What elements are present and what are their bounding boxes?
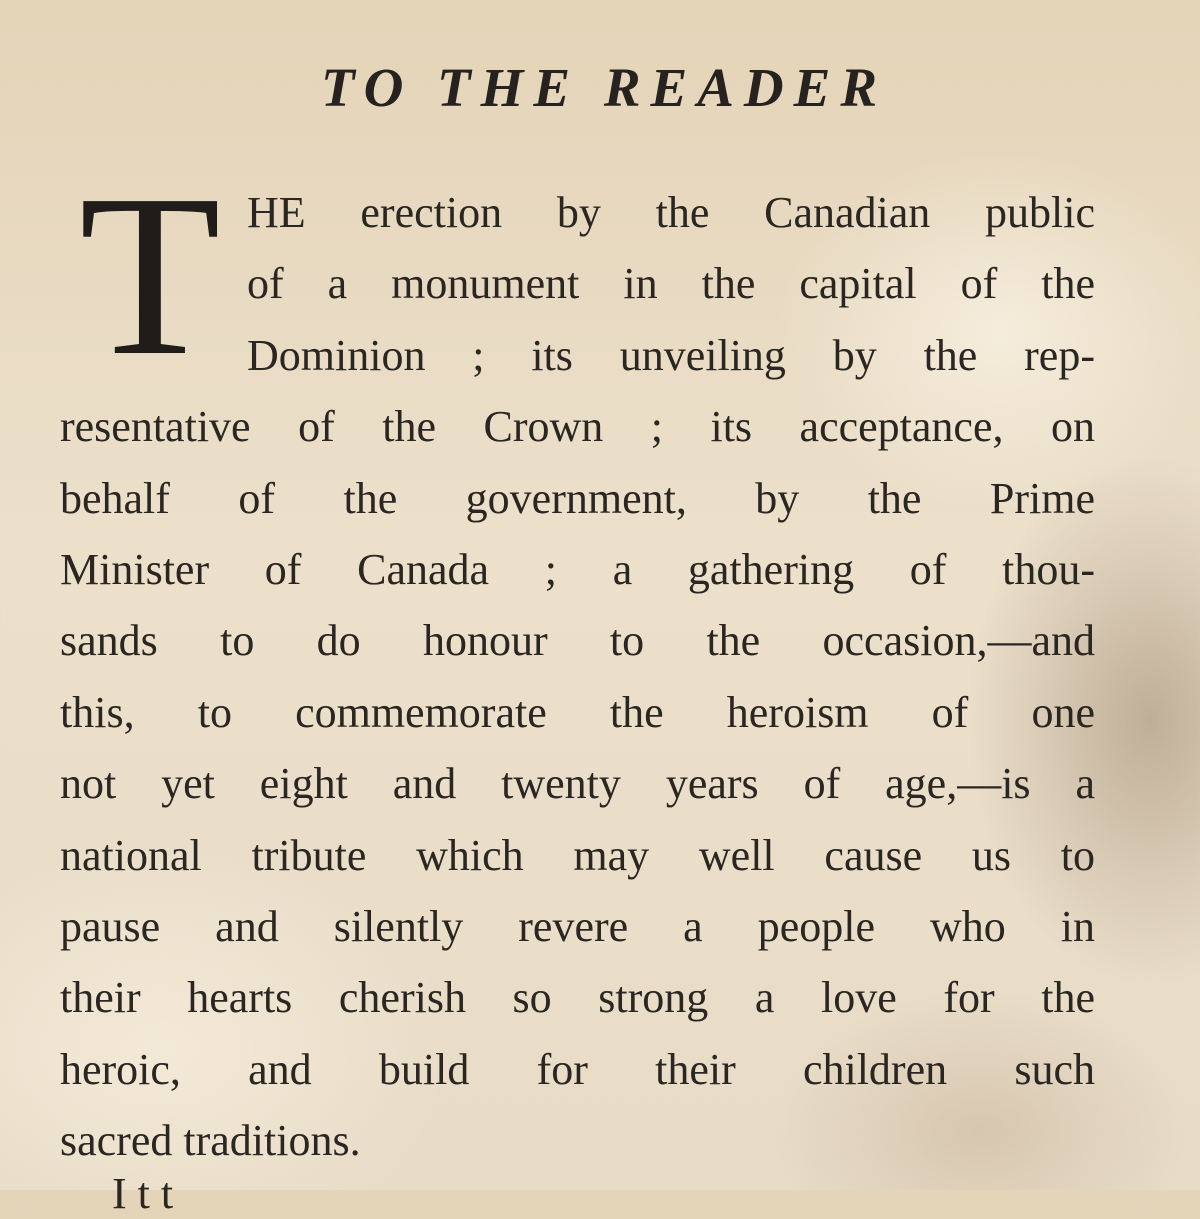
text-line: not yet eight and twenty years of age,—is a [60, 759, 1095, 809]
drop-cap-letter: T [79, 147, 221, 404]
text-line: Minister of Canada ; a gathering of thou- [60, 544, 1095, 594]
text-line: Dominion ; its unveiling by the rep- [247, 330, 1095, 380]
text-line: of a monument in the capital of the [247, 259, 1095, 309]
page-heading: TO THE READER [320, 57, 888, 118]
text-line: this, to commemorate the heroism of one [60, 687, 1095, 737]
paragraph-text [60, 147, 1095, 1176]
text-line: pause and silently revere a people who in [60, 901, 1095, 951]
text-line: sacred traditions. [60, 1116, 361, 1166]
text-line: behalf of the government, by the Prime [60, 473, 1095, 523]
text-line: resentative of the Crown ; its acceptance, on [60, 402, 1095, 452]
text-line: national tribute which may well cause us to [60, 830, 1095, 880]
cut-off-next-line: I t t [112, 1169, 174, 1218]
text-line: HE erection by the Canadian public [247, 188, 1095, 237]
text-line: their hearts cherish so strong a love for the [60, 973, 1095, 1023]
text-line: sands to do honour to the occasion,—and [60, 616, 1095, 666]
text-line: heroic, and build for their children such [60, 1044, 1095, 1094]
